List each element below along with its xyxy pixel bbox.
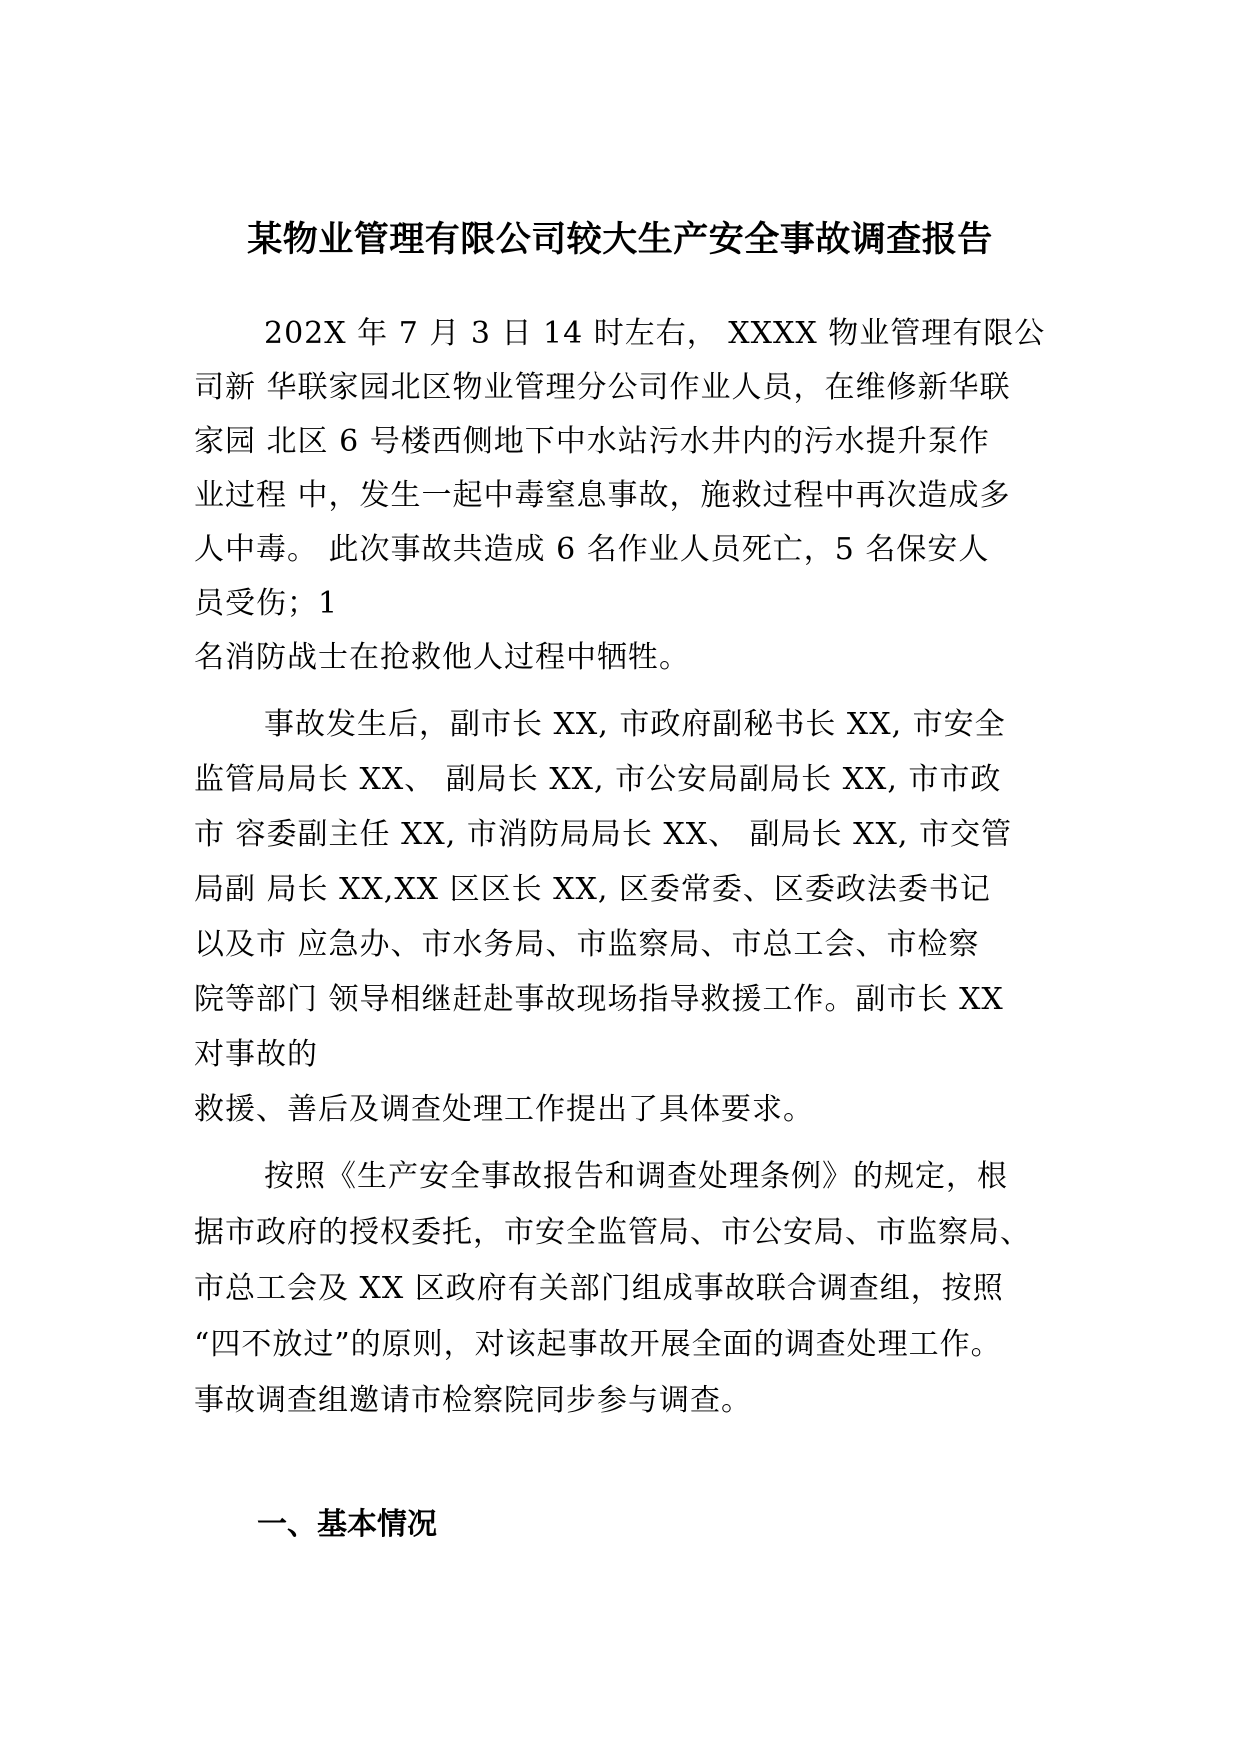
paragraph-line: 局副 局长 XX,XX 区区长 XX, 区委常委、区委政法委书记 — [194, 872, 991, 907]
paragraph-line: 司新 华联家园北区物业管理分公司作业人员，在维修新华联 — [194, 370, 1011, 405]
paragraph-line: 市总工会及 XX 区政府有关部门组成事故联合调查组，按照 — [194, 1271, 1004, 1306]
paragraph-line: 事故调查组邀请市检察院同步参与调查。 — [194, 1383, 752, 1418]
paragraph-line: 事故发生后，副市长 XX, 市政府副秘书长 XX, 市安全 — [264, 707, 1006, 742]
paragraph-line: 人中毒。 此次事故共造成 6 名作业人员死亡，5 名保安人 — [194, 532, 990, 567]
paragraph-line: 家园 北区 6 号楼西侧地下中水站污水井内的污水提升泵作 — [194, 424, 990, 459]
paragraph-line: 员受伤；1 — [194, 586, 339, 621]
document-title: 某物业管理有限公司较大生产安全事故调查报告 — [247, 220, 993, 260]
paragraph-line: 救援、善后及调查处理工作提出了具体要求。 — [194, 1092, 814, 1127]
paragraph-line: 业过程 中，发生一起中毒窒息事故，施救过程中再次造成多 — [194, 478, 1011, 513]
paragraph-line: “四不放过”的原则，对该起事故开展全面的调查处理工作。 — [194, 1327, 1002, 1362]
paragraph-line: 据市政府的授权委托，市安全监管局、市公安局、市监察局、 — [194, 1215, 1031, 1250]
paragraph-line: 按照《生产安全事故报告和调查处理条例》的规定，根 — [264, 1159, 1008, 1194]
paragraph-line: 对事故的 — [194, 1037, 318, 1072]
paragraph-line: 名消防战士在抢救他人过程中牺牲。 — [194, 640, 690, 675]
paragraph-line: 监管局局长 XX、 副局长 XX, 市公安局副局长 XX, 市市政 — [194, 762, 1002, 797]
paragraph-line: 市 容委副主任 XX, 市消防局局长 XX、 副局长 XX, 市交管 — [194, 817, 1012, 852]
paragraph-line: 以及市 应急办、市水务局、市监察局、市总工会、市检察 — [194, 927, 980, 962]
section-heading: 一、基本情况 — [257, 1507, 437, 1542]
paragraph-line: 202X 年 7 月 3 日 14 时左右， XXXX 物业管理有限公 — [264, 316, 1046, 351]
paragraph-line: 院等部门 领导相继赶赴事故现场指导救援工作。副市长 XX — [194, 982, 1004, 1017]
